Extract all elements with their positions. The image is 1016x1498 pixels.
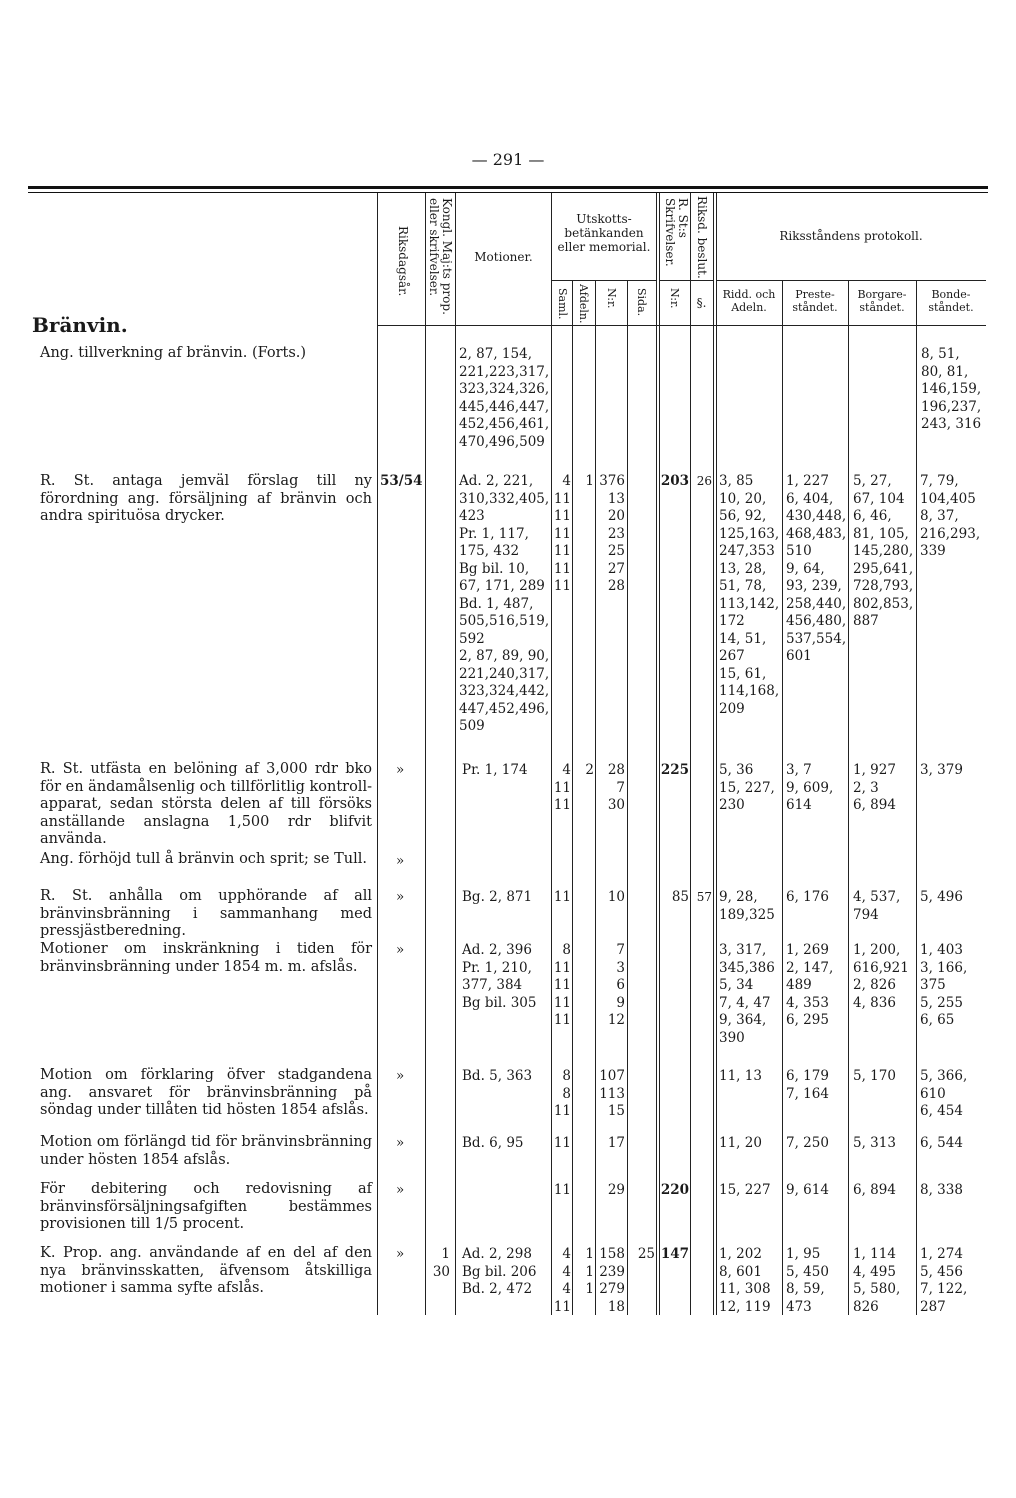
row-description: R. St. anhålla om upphörande af all bränvinsbränning i sammanhang med pressjästberedning.	[40, 888, 372, 939]
row-nr: 28 7 30	[607, 762, 625, 813]
row-motioner: Bg. 2, 871	[462, 889, 533, 905]
row-borgare: 4, 537, 794	[853, 889, 901, 923]
row-preste: 6, 176	[786, 889, 829, 905]
header-riksd-beslut: Riksd. beslut.	[695, 196, 709, 279]
row-paragraf: 26	[696, 474, 712, 488]
header-subline	[716, 280, 986, 281]
row-borgare: 5, 313	[853, 1135, 896, 1151]
header-rst-skrifvelser: R. St:s Skrifvelser.	[663, 198, 690, 267]
page-number: — 291 —	[471, 150, 545, 169]
header-riksdagsar: Riksdagsår.	[396, 226, 410, 297]
row-ridd: 3, 85 10, 20, 56, 92, 125,163, 247,353 13, 28, 51, 78, 113,142, 172 14, 51, 267 15, 61, 114,168, 209	[719, 473, 780, 717]
row-riksdag: »	[396, 1068, 405, 1084]
row-motioner: Bd. 6, 95	[462, 1135, 524, 1151]
header-utskotts: Utskotts- betänkanden eller memorial.	[557, 212, 651, 254]
col-line	[848, 280, 849, 1315]
row-borgare: 5, 170	[853, 1068, 896, 1084]
col-line	[656, 193, 657, 1315]
header-motioner: Motioner.	[474, 250, 533, 264]
row-saml: 11	[553, 889, 571, 905]
header-subline	[659, 280, 713, 281]
row-motioner: Pr. 1, 174	[462, 762, 528, 778]
row-nr: 7 3 6 9 12	[607, 942, 625, 1028]
row-riksdag: »	[396, 1246, 405, 1262]
row-motioner: Bd. 5, 363	[462, 1068, 533, 1084]
row-preste: 9, 614	[786, 1182, 829, 1198]
col-line	[716, 193, 717, 1315]
row-nr: 107 113 15	[599, 1068, 625, 1119]
row-rst: 203	[660, 473, 689, 489]
row-afdeln: 1 1 1	[585, 1246, 594, 1297]
row-ridd: 5, 36 15, 227, 230	[719, 762, 775, 813]
row-borgare: 5, 27, 67, 104 6, 46, 81, 105, 145,280, 295,641, 728,793, 802,853, 887	[853, 473, 914, 629]
row-borgare: 1, 114 4, 495 5, 580, 826	[853, 1246, 901, 1315]
section-title: Bränvin.	[32, 313, 128, 337]
row-motioner: Ad. 2, 396 Pr. 1, 210, 377, 384 Bg bil. 305	[462, 942, 537, 1011]
row-bonde: 1, 403 3, 166, 375 5, 255 6, 65	[920, 942, 968, 1028]
header-bonde: Bonde- ståndet.	[928, 288, 974, 314]
row-preste: 1, 227 6, 404, 430,448, 468,483, 510 9, 64, 93, 239, 258,440, 456,480, 537,554, 601	[786, 473, 847, 664]
row-saml: 4 4 4 11	[553, 1246, 571, 1315]
row-saml: 8 11 11 11 11	[553, 942, 571, 1028]
col-line	[690, 193, 691, 1315]
row-description: Motion om förlängd tid för bränvinsbränning under hösten 1854 afslås.	[40, 1134, 372, 1168]
header-subline	[551, 280, 656, 281]
header-riksstandens: Riksståndens protokoll.	[779, 229, 923, 243]
row-nr: 158 239 279 18	[599, 1246, 625, 1315]
row-borgare: 1, 927 2, 3 6, 894	[853, 762, 896, 813]
row-bonde: 7, 79, 104,405 8, 37, 216,293, 339	[920, 473, 981, 559]
row-description: K. Prop. ang. användande af en del af den nya bränvinsskatten, äfvensom åtskilliga motioner i samma syfte afslås.	[40, 1245, 372, 1296]
row-bonde: 5, 496	[920, 889, 963, 905]
header-nr2: N:r.	[668, 288, 681, 309]
row-preste: 6, 179 7, 164	[786, 1068, 829, 1102]
row-motioner: 2, 87, 154, 221,223,317, 323,324,326, 445,446,447, 452,456,461, 470,496,509	[459, 346, 550, 450]
header-nr: N:r.	[605, 288, 618, 309]
row-description: R. St. utfästa en belöning af 3,000 rdr bko för en ändamålsenlig och tillförlitlig kontroll-apparat, sedan största delen af till försöks anställande anslagna 1,500 rdr blifvit använda.	[40, 761, 372, 847]
row-afdeln: 2	[585, 762, 594, 778]
row-ridd: 11, 20	[719, 1135, 762, 1151]
col-line	[659, 193, 660, 1315]
row-nr: 10	[607, 889, 625, 905]
top-rule	[28, 186, 988, 189]
row-riksdag: 53/54	[380, 473, 423, 489]
row-riksdag: »	[396, 1182, 405, 1198]
col-line	[916, 280, 917, 1315]
row-riksdag: »	[396, 889, 405, 905]
row-description: Motion om förklaring öfver stadgandena ang. ansvaret för bränvinsbränning på söndag under tillåten tid hösten 1854 afslås.	[40, 1067, 372, 1118]
row-ridd: 15, 227	[719, 1182, 771, 1198]
row-riksdag: »	[396, 942, 405, 958]
col-line	[627, 280, 628, 1315]
row-rst: 225	[660, 762, 689, 778]
row-ridd: 3, 317, 345,386 5, 34 7, 4, 47 9, 364, 390	[719, 942, 775, 1046]
row-rst: 85	[671, 889, 689, 905]
header-borgare: Borgare- ståndet.	[857, 288, 907, 314]
row-rst: 147	[660, 1246, 689, 1262]
row-saml: 8 8 11	[553, 1068, 571, 1119]
row-nr: 29	[607, 1182, 625, 1198]
row-description: R. St. antaga jemväl förslag till ny förordning ang. försäljning af bränvin och andra spirituösa drycker.	[40, 473, 372, 524]
row-riksdag: »	[396, 853, 405, 869]
row-saml: 4 11 11	[553, 762, 571, 813]
row-saml: 11	[553, 1182, 571, 1198]
header-sida: Sida.	[635, 288, 648, 317]
row-preste: 7, 250	[786, 1135, 829, 1151]
row-riksdag: »	[396, 1135, 405, 1151]
row-description: Ang. tillverkning af bränvin. (Forts.)	[40, 345, 307, 361]
header-ridd: Ridd. och Adeln.	[722, 288, 776, 314]
top-rule-thin	[28, 192, 988, 193]
row-borgare: 6, 894	[853, 1182, 896, 1198]
row-bonde: 8, 51, 80, 81, 146,159, 196,237, 243, 316	[921, 346, 982, 432]
row-preste: 3, 7 9, 609, 614	[786, 762, 834, 813]
header-bottom-line	[377, 325, 986, 326]
header-kongl: Kongl. Maj:ts prop. eller skrifvelser.	[427, 198, 454, 315]
header-preste: Preste- ståndet.	[792, 288, 838, 314]
row-description: Motioner om inskränkning i tiden för bränvinsbränning under 1854 m. m. afslås.	[40, 941, 372, 975]
col-line	[782, 280, 783, 1315]
row-nr: 17	[607, 1135, 625, 1151]
row-preste: 1, 95 5, 450 8, 59, 473	[786, 1246, 829, 1315]
row-afdeln: 1	[585, 473, 594, 489]
row-borgare: 1, 200, 616,921 2, 826 4, 836	[853, 942, 909, 1011]
row-motioner: Ad. 2, 298 Bg bil. 206 Bd. 2, 472	[462, 1246, 537, 1297]
row-ridd: 1, 202 8, 601 11, 308 12, 119	[719, 1246, 771, 1315]
row-bonde: 5, 366, 610 6, 454	[920, 1068, 968, 1119]
header-afdeln: Afdeln.	[577, 284, 590, 324]
row-riksdag: »	[396, 762, 405, 778]
row-kongl: 1 30	[432, 1246, 450, 1280]
row-bonde: 8, 338	[920, 1182, 963, 1198]
row-bonde: 6, 544	[920, 1135, 963, 1151]
row-saml: 4 11 11 11 11 11 11	[553, 473, 571, 594]
row-paragraf: 57	[696, 890, 712, 904]
row-ridd: 11, 13	[719, 1068, 762, 1084]
row-rst: 220	[660, 1182, 689, 1198]
row-ridd: 9, 28, 189,325	[719, 889, 775, 923]
row-bonde: 1, 274 5, 456 7, 122, 287	[920, 1246, 968, 1315]
row-sida: 25	[637, 1246, 655, 1262]
row-bonde: 3, 379	[920, 762, 963, 778]
col-line	[572, 280, 573, 1315]
row-description: Ang. förhöjd tull å bränvin och sprit; se Tull.	[40, 851, 368, 867]
header-saml: Saml.	[556, 288, 569, 320]
row-nr: 376 13 20 23 25 27 28	[599, 473, 625, 594]
row-saml: 11	[553, 1135, 571, 1151]
col-line	[455, 193, 456, 1315]
col-line	[377, 193, 378, 1315]
col-line	[713, 193, 714, 1315]
row-motioner: Ad. 2, 221, 310,332,405, 423 Pr. 1, 117, 175, 432 Bg bil. 10, 67, 171, 289 Bd. 1, 487, 505,516,519, 592 2, 87, 89, 90, 221,240,317, 323,324,442, 447,452,496, 509	[459, 473, 550, 734]
row-preste: 1, 269 2, 147, 489 4, 353 6, 295	[786, 942, 834, 1028]
row-description: För debitering och redovisning af bränvinsförsäljningsafgiften bestämmes provisionen till 1/5 procent.	[40, 1181, 372, 1232]
col-line	[425, 193, 426, 1315]
header-paragraf: §.	[696, 296, 707, 310]
